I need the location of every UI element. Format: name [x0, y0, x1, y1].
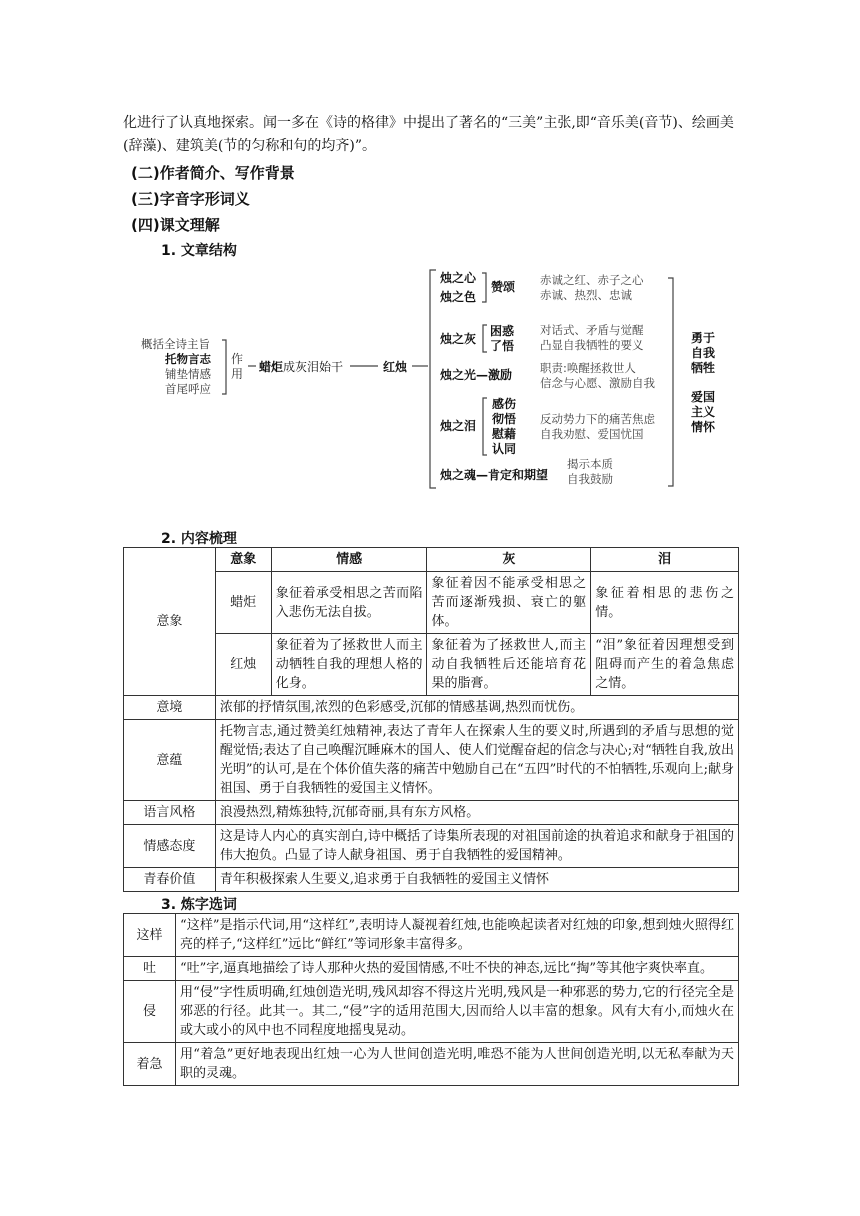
diag-guang-desc-1: 职责:唤醒拯救世人 [540, 361, 636, 375]
row-label: 意蕴 [124, 720, 216, 801]
diag-right1-2: 自我 [691, 346, 716, 360]
diag-lei-sub-3: 慰藉 [492, 427, 517, 441]
row-text: 浪漫热烈,精炼独特,沉郁奇丽,具有东方风格。 [215, 801, 738, 825]
diag-hun-desc-2: 自我鼓励 [567, 472, 613, 486]
diag-lei: 烛之泪 [440, 419, 477, 433]
diag-lei-sub-1: 感伤 [492, 397, 517, 411]
row-label: 语言风格 [124, 801, 216, 825]
heading-author-background: (二)作者简介、写作背景 [131, 164, 295, 182]
diag-bracket-right [668, 278, 673, 486]
word-label: 吐 [124, 957, 176, 981]
cell-lazhu-1: 象征着承受相思之苦而陷入悲伤无法自拔。 [271, 572, 427, 634]
heading-word-choice: 3. 炼字选词 [161, 897, 237, 913]
diag-hui-sub-1: 困惑 [490, 324, 515, 338]
heading-structure: 1. 文章结构 [161, 243, 237, 259]
diag-hui-desc-1: 对话式、矛盾与觉醒 [540, 323, 644, 337]
diag-bracket-main [430, 270, 436, 488]
th-lei: 泪 [591, 548, 739, 572]
row-label: 意境 [124, 696, 216, 720]
word-table [123, 913, 739, 1086]
diag-zansong: 赞颂 [491, 280, 516, 294]
heading-text-understanding: (四)课文理解 [131, 216, 220, 234]
word-text: “这样”是指示代词,用“这样红”,表明诗人凝视着红烛,也能唤起读者对红烛的印象,想到烛火照得红亮的样子,“这样红”远比“鲜红”等词形象丰富得多。 [176, 914, 739, 957]
row-text: 托物言志,通过赞美红烛精神,表达了青年人在探索人生的要义时,所遇到的矛盾与思想的觉醒觉悟;表达了自己唤醒沉睡麻木的国人、使人们觉醒奋起的信念与决心;对“牺牲自我,放出光明”的认可,是在个体价值失落的痛苦中勉励自己在“五四”时代的不怕牺牲,乐观向上;献身祖国、勇于自我牺牲的爱国主义情怀。 [215, 720, 738, 801]
cell-lazhu-2: 象征着因不能承受相思之苦而逐渐残损、衰亡的躯体。 [427, 572, 591, 634]
diag-center: 红烛 [383, 360, 408, 374]
row-text: 浓郁的抒情氛围,浓烈的色彩感受,沉郁的情感基调,热烈而忧伤。 [215, 696, 738, 720]
diag-hui-desc-2: 凸显自我牺牲的要义 [540, 338, 644, 352]
diag-guang-desc-2: 信念与心愿、激励自我 [540, 376, 655, 390]
diag-left-2: 托物言志 [165, 352, 211, 366]
word-text: 用“侵”字性质明确,红烛创造光明,残风却容不得这片光明,残风是一种邪恶的势力,它的行径完全是邪恶的行径。此其一。其二,“侵”字的适用范围大,因而给人以丰富的想象。风有大有小,而烛火在或大或小的风中也不同程度地摇曳晃动。 [176, 981, 739, 1043]
diag-xin: 烛之心 [440, 271, 477, 285]
th-yixiang: 意象 [215, 548, 271, 572]
word-text: “吐”字,逼真地描绘了诗人那种火热的爱国情感,不吐不快的神态,远比“掏”等其他字爽快率直。 [176, 957, 739, 981]
cell-hongzhu: 红烛 [215, 634, 271, 696]
heading-pronunciation: (三)字音字形词义 [131, 190, 250, 208]
diag-right2-2: 主义 [691, 405, 716, 419]
diag-right2-3: 情怀 [691, 420, 716, 434]
diag-hui: 烛之灰 [440, 332, 477, 346]
diag-right1-1: 勇于 [691, 331, 716, 345]
diag-lei-sub-2: 彻悟 [492, 412, 517, 426]
th-hui: 灰 [427, 548, 591, 572]
structure-diagram [0, 0, 860, 520]
cell-lazhu-3: 象征着相思的悲伤之情。 [591, 572, 739, 634]
diag-hui-sub-2: 了悟 [490, 339, 515, 353]
diag-left-3: 铺垫情感 [165, 367, 211, 381]
diag-left-1: 概括全诗主旨 [141, 337, 210, 351]
row-label: 情感态度 [124, 825, 216, 868]
row-label: 青春价值 [124, 868, 216, 892]
diag-left-4: 首尾呼应 [165, 382, 211, 396]
word-text: 用“着急”更好地表现出红烛一心为人世间创造光明,唯恐不能为人世间创造光明,以无私奉献为天职的灵魂。 [176, 1043, 739, 1086]
diag-main-line: 蜡炬成灰泪始干 [259, 360, 344, 374]
diag-xin-desc-2: 赤诚、热烈、忠诚 [540, 288, 632, 302]
row-text: 青年积极探索人生要义,追求勇于自我牺牲的爱国主义情怀 [215, 868, 738, 892]
intro-paragraph: 化进行了认真地探索。闻一多在《诗的格律》中提出了著名的“三美”主张,即“音乐美(音节)、绘画美(辞藻)、建筑美(节的匀称和句的均齐)”。 [123, 115, 734, 154]
diag-hun: 烛之魂—肯定和期望 [440, 468, 549, 482]
diag-hun-desc-1: 揭示本质 [567, 457, 613, 471]
word-label: 这样 [124, 914, 176, 957]
diag-right1-3: 牺牲 [691, 361, 716, 375]
cell-lazhu: 蜡炬 [215, 572, 271, 634]
diag-lei-desc-1: 反动势力下的痛苦焦虑 [540, 412, 655, 426]
diag-bracket-left [222, 340, 226, 394]
word-label: 侵 [124, 981, 176, 1043]
diag-se: 烛之色 [440, 290, 477, 304]
diag-xin-desc-1: 赤诚之红、赤子之心 [540, 273, 644, 287]
content-table [123, 547, 739, 892]
row-text: 这是诗人内心的真实剖白,诗中概括了诗集所表现的对祖国前途的执着追求和献身于祖国的伟大抱负。凸显了诗人献身祖国、勇于自我牺牲的爱国精神。 [215, 825, 738, 868]
diag-guang: 烛之光—激励 [440, 368, 513, 382]
heading-content: 2. 内容梳理 [161, 531, 237, 547]
diag-yong: 用 [231, 367, 244, 381]
word-label: 着急 [124, 1043, 176, 1086]
diag-zuo: 作 [231, 352, 244, 366]
diag-lei-desc-2: 自我劝慰、爱国忧国 [540, 427, 644, 441]
cell-hongzhu-1: 象征着为了拯救世人而主动牺牲自我的理想人格的化身。 [271, 634, 427, 696]
th-qinggan: 情感 [271, 548, 427, 572]
diag-right2-1: 爱国 [691, 390, 716, 404]
cell-hongzhu-3: “泪”象征着因理想受到阻碍而产生的着急焦虑之情。 [591, 634, 739, 696]
cell-hongzhu-2: 象征着为了拯救世人,而主动自我牺牲后还能培育花果的脂膏。 [427, 634, 591, 696]
row-label-yixiang: 意象 [124, 548, 216, 696]
diag-lei-sub-4: 认同 [492, 442, 517, 456]
